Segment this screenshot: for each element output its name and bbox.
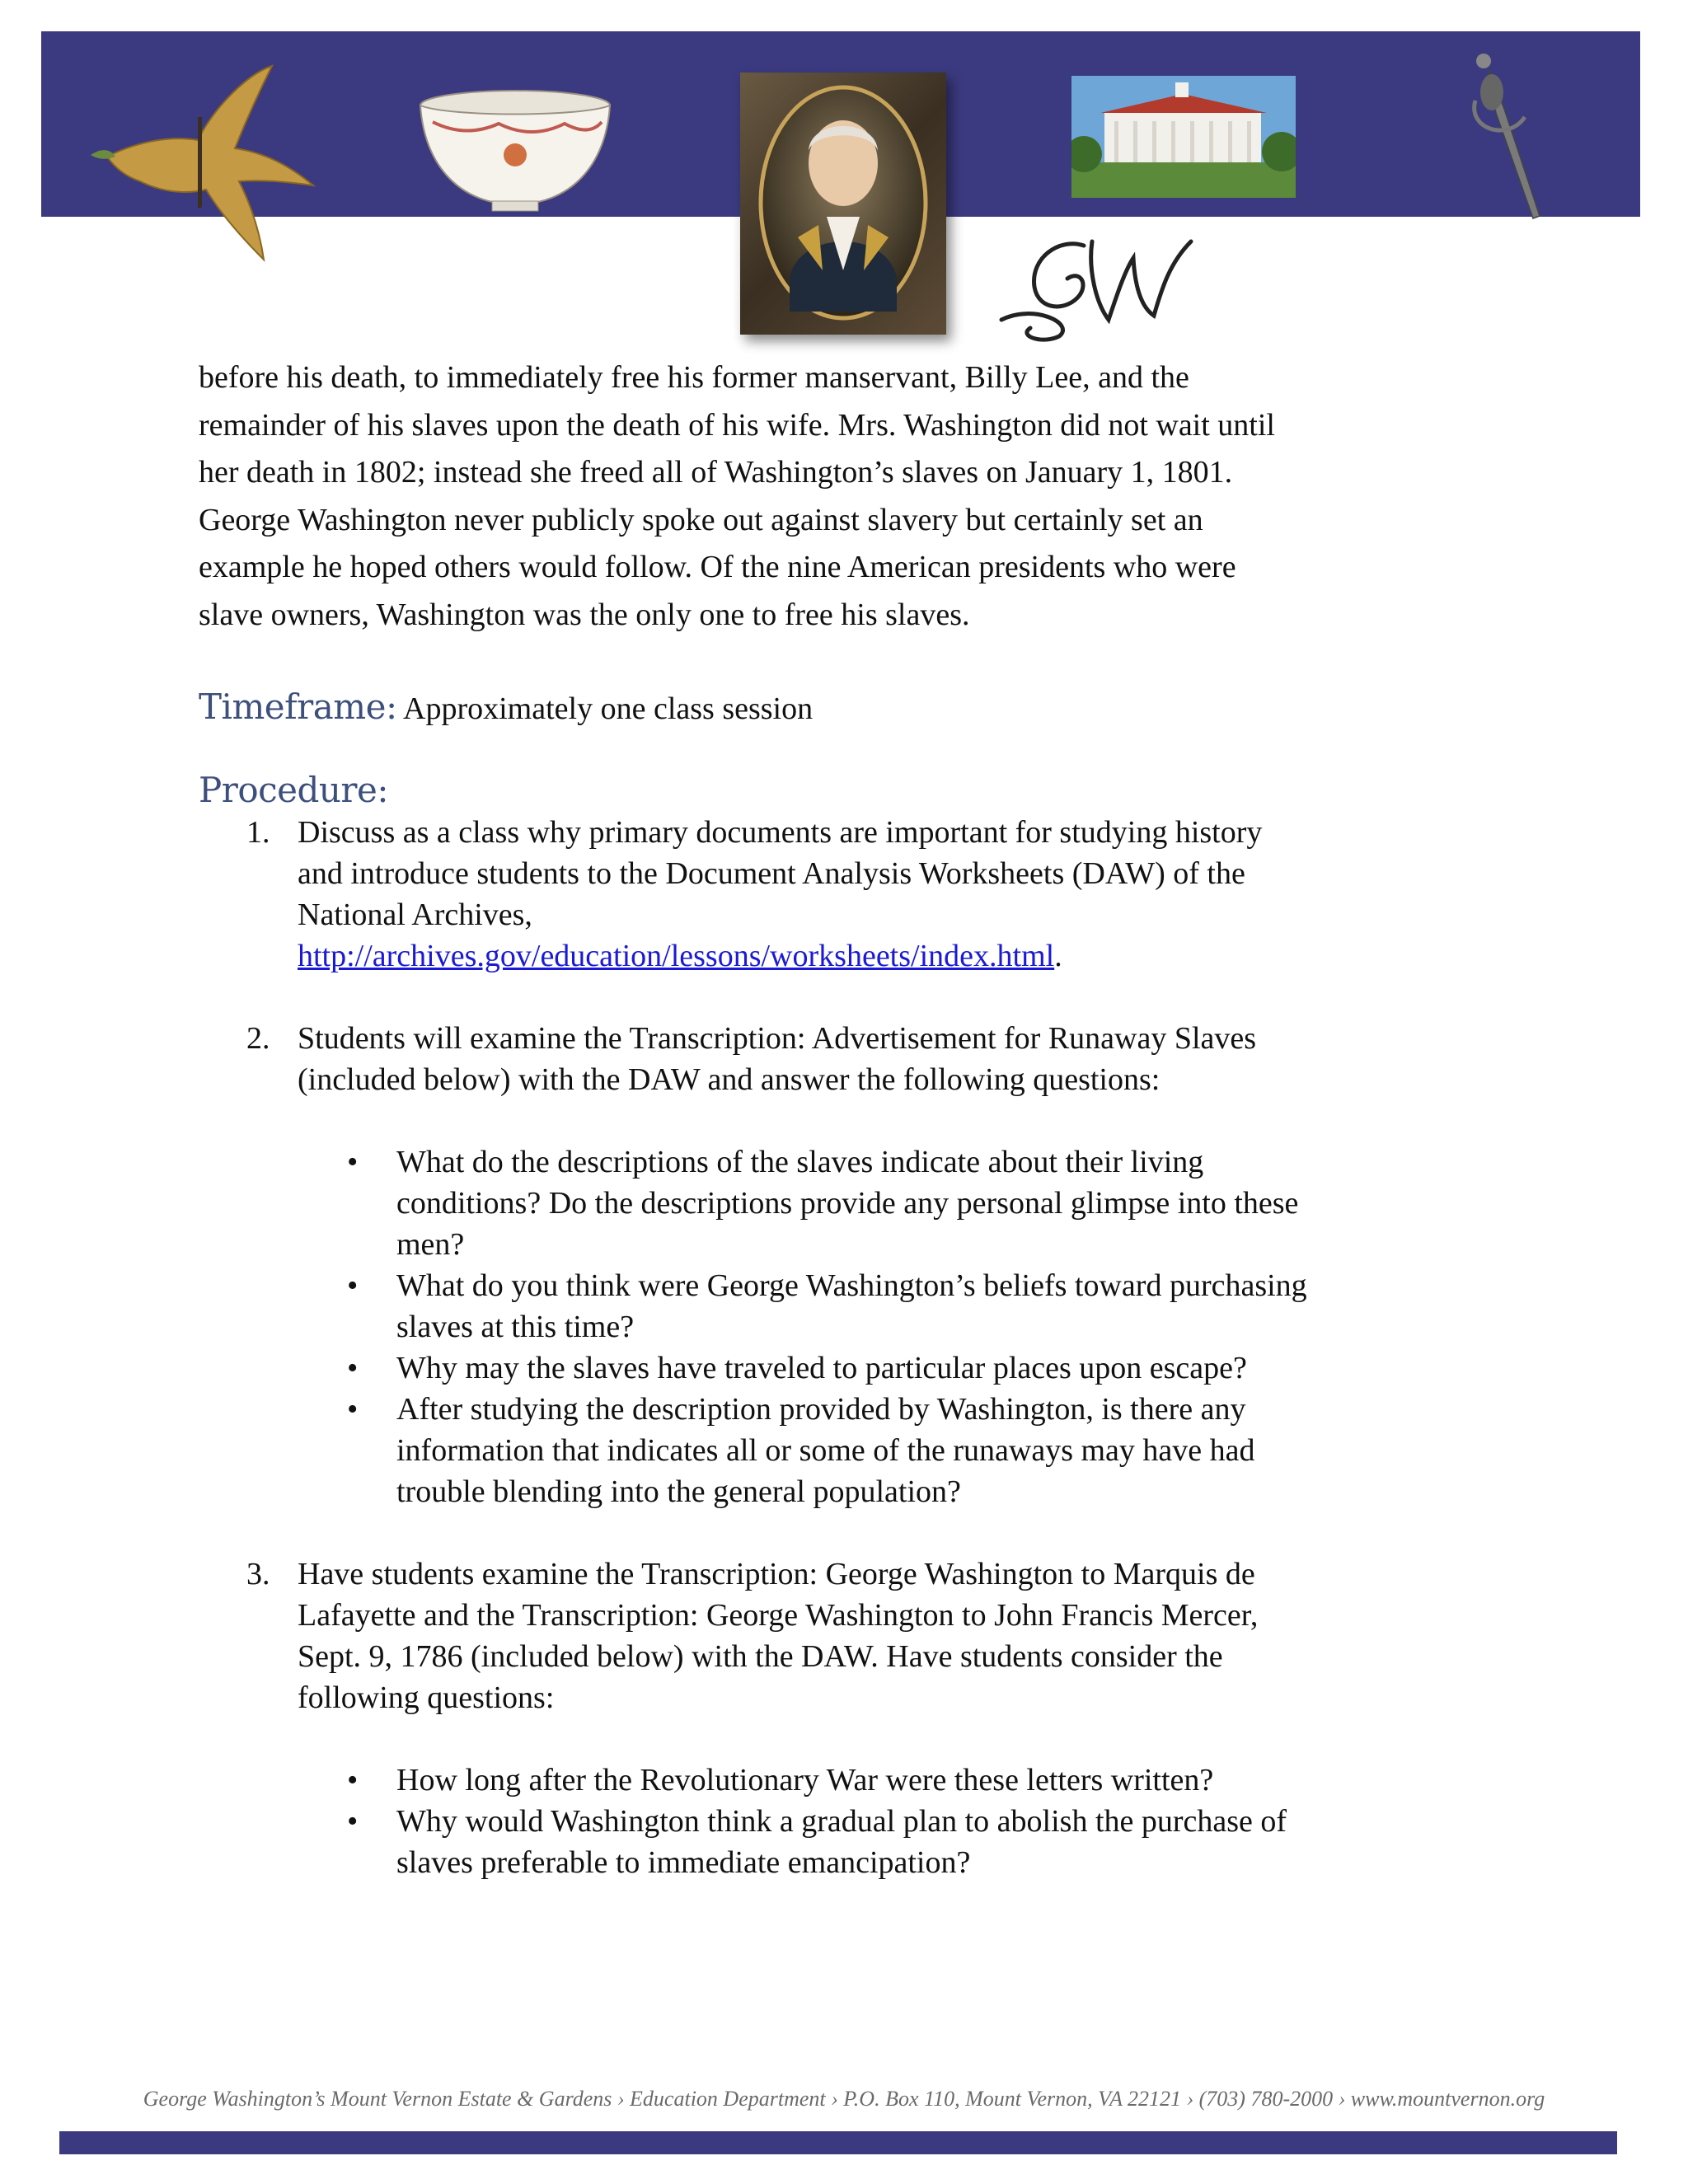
step-line: Discuss as a class why primary documents are important for studying history [298, 815, 1263, 850]
footer-bar [59, 2131, 1617, 2154]
step-line: Lafayette and the Transcription: George Washington to John Francis Mercer, [298, 1598, 1259, 1633]
step-number: 1. [246, 815, 270, 850]
procedure-steps [199, 812, 1517, 1883]
bullet: • [347, 1268, 359, 1303]
step-number: 2. [246, 1021, 270, 1056]
archives-worksheets-link[interactable]: http://archives.gov/education/lessons/worksheets/index.html [298, 939, 1055, 973]
document-body [199, 354, 1517, 1924]
portrait-frame [740, 73, 946, 335]
procedure-step-1 [199, 812, 1517, 977]
question-item [298, 1389, 1517, 1512]
step-line: (included below) with the DAW and answer the following questions: [298, 1062, 1160, 1097]
timeframe-row [199, 687, 1517, 727]
intro-paragraph [199, 354, 1517, 639]
question-line: trouble blending into the general population? [396, 1474, 961, 1509]
porcelain-bowl-image [416, 89, 614, 221]
question-line: information that indicates all or some of the runaways may have had [396, 1433, 1255, 1468]
washington-portrait-image [740, 73, 946, 335]
question-line: What do the descriptions of the slaves indicate about their living [396, 1145, 1204, 1179]
question-line: slaves at this time? [396, 1310, 635, 1344]
footer-address: George Washington’s Mount Vernon Estate & Gardens › Education Department › P.O. Box 110, Mount Vernon, VA 22121 › (703) 780-2000 › www.mountvernon.org [143, 2087, 1545, 2111]
question-line: Why may the slaves have traveled to particular places upon escape? [396, 1351, 1247, 1385]
step-line: National Archives, [298, 898, 532, 932]
question-item [298, 1760, 1517, 1801]
intro-line: example he hoped others would follow. Of the nine American presidents who were [199, 550, 1236, 584]
intro-line: her death in 1802; instead she freed all of Washington’s slaves on January 1, 1801. [199, 455, 1233, 490]
bullet: • [347, 1804, 359, 1839]
intro-line: remainder of his slaves upon the death of his wife. Mrs. Washington did not wait until [199, 407, 1275, 443]
sword-image [1442, 51, 1566, 224]
question-line: Why would Washington think a gradual plan to abolish the purchase of [396, 1804, 1287, 1839]
step-number: 3. [246, 1557, 270, 1591]
step-line: following questions: [298, 1680, 555, 1715]
step-line: Have students examine the Transcription: George Washington to Marquis de [298, 1557, 1255, 1591]
question-list [298, 1760, 1517, 1883]
link-trailing-period: . [1054, 939, 1062, 973]
question-list [298, 1141, 1517, 1512]
step-line: and introduce students to the Document Analysis Worksheets (DAW) of the [298, 856, 1245, 891]
step-line: Students will examine the Transcription: Advertisement for Runaway Slaves [298, 1021, 1257, 1056]
question-line: conditions? Do the descriptions provide any personal glimpse into these [396, 1186, 1299, 1221]
bullet: • [347, 1763, 359, 1797]
question-item [298, 1347, 1517, 1389]
mount-vernon-image [1071, 76, 1296, 198]
procedure-heading: Procedure: [199, 770, 389, 810]
question-item [298, 1141, 1517, 1265]
question-line: How long after the Revolutionary War were these letters written? [396, 1763, 1214, 1797]
intro-line: George Washington never publicly spoke out against slavery but certainly set an [199, 502, 1203, 537]
step-line: Sept. 9, 1786 (included below) with the DAW. Have students consider the [298, 1639, 1223, 1674]
procedure-step-2 [199, 1018, 1517, 1512]
bullet: • [347, 1351, 359, 1385]
question-item [298, 1801, 1517, 1883]
bullet: • [347, 1392, 359, 1427]
procedure-step-3 [199, 1554, 1517, 1883]
bullet: • [347, 1145, 359, 1179]
question-line: What do you think were George Washington’s beliefs toward purchasing [396, 1268, 1307, 1303]
question-item [298, 1265, 1517, 1347]
intro-line: before his death, to immediately free his former manservant, Billy Lee, and the [199, 360, 1189, 395]
question-line: men? [396, 1227, 465, 1262]
question-line: After studying the description provided by Washington, is there any [396, 1392, 1246, 1427]
gw-monogram-image [985, 221, 1207, 344]
question-line: slaves preferable to immediate emancipation? [396, 1845, 971, 1880]
eagle-weathervane-image [74, 58, 321, 264]
intro-line: slave owners, Washington was the only one to free his slaves. [199, 597, 970, 632]
timeframe-heading: Timeframe: [199, 687, 397, 727]
timeframe-value: Approximately one class session [403, 691, 814, 726]
